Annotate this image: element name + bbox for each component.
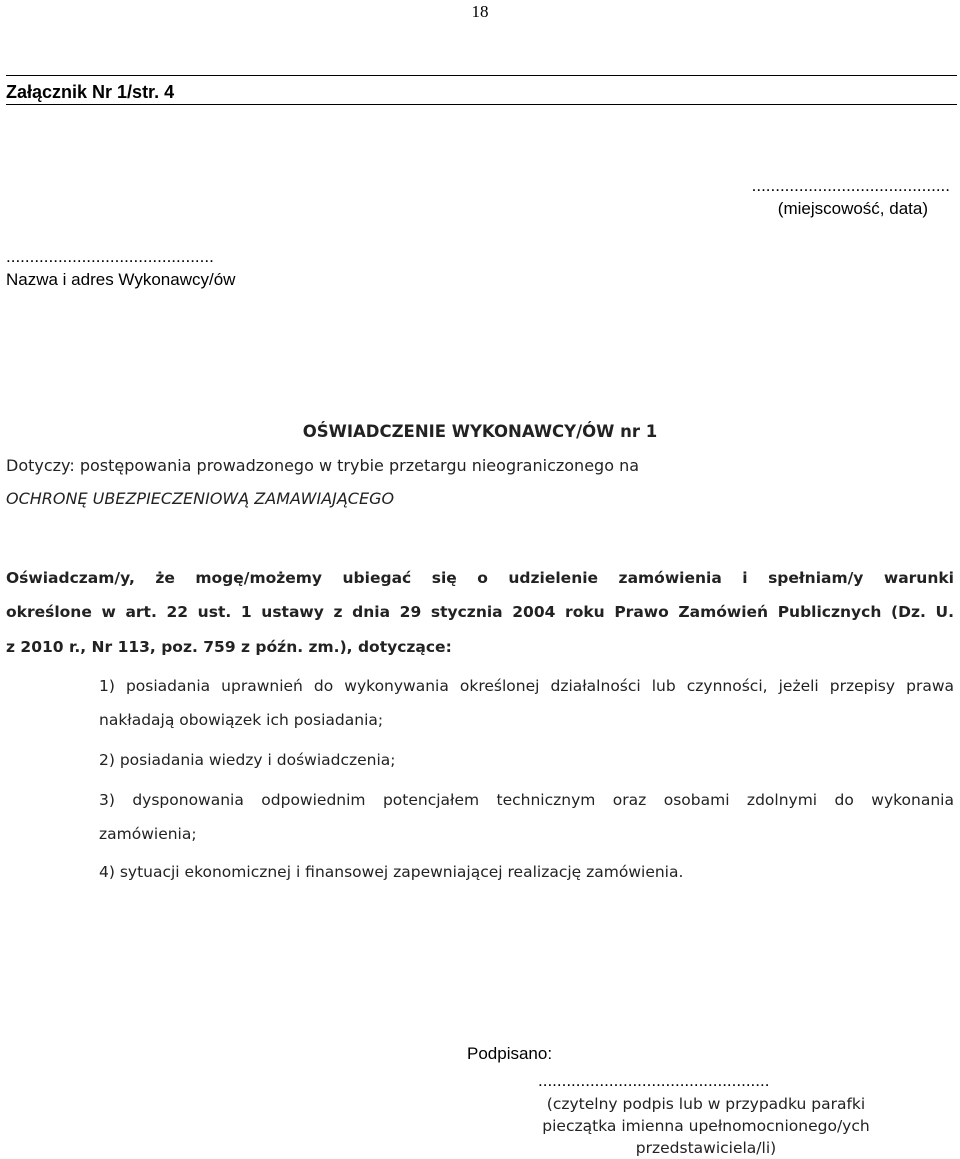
place-date-dots: .......................................... [751,176,950,195]
condition-item-3-line-1: 3) dysponowania odpowiednim potencjałem technicznym oraz osobami zdolnymi do wykonania [99,791,954,809]
declaration-line: określone w art. 22 ust. 1 ustawy z dnia 29 stycznia 2004 roku Prawo Zamówień Publicznych (Dz. U. [6,603,954,621]
subject-name: OCHRONĘ UBEZPIECZENIOWĄ ZAMAWIAJĄCEGO [6,489,395,508]
declaration-line: z 2010 r., Nr 113, poz. 759 z późn. zm.), dotyczące: [6,638,452,656]
condition-item-4: 4) sytuacji ekonomicznej i finansowej zapewniającej realizację zamówienia. [99,863,684,881]
header-bottom-rule [6,104,957,105]
subject-line: Dotyczy: postępowania prowadzonego w trybie przetargu nieograniczonego na [6,456,640,475]
contractor-dots: ............................................ [6,247,214,266]
condition-item-1-line-1: 1) posiadania uprawnień do wykonywania określonej działalności lub czynności, jeżeli przepisy prawa [99,677,954,695]
place-date-label: (miejscowość, data) [777,199,928,218]
attachment-label: Załącznik Nr 1/str. 4 [6,82,175,102]
signature-note-line: pieczątka imienna upełnomocnionego/ych [542,1117,870,1135]
signature-note-line: przedstawiciela/li) [635,1139,777,1157]
signature-dots: ................................................. [538,1071,770,1090]
signature-note [520,1093,892,1159]
page-number: 18 [471,2,489,21]
signature-note-line: (czytelny podpis lub w przypadku parafki [546,1095,866,1113]
declaration-line: Oświadczam/y, że mogę/możemy ubiegać się o udzielenie zamówienia i spełniam/y warunki [6,569,954,587]
contractor-label: Nazwa i adres Wykonawcy/ów [6,270,236,289]
condition-item-1-line-2: nakładają obowiązek ich posiadania; [99,711,384,729]
statement-title: OŚWIADCZENIE WYKONAWCY/ÓW nr 1 [302,422,658,441]
condition-item-3-line-2: zamówienia; [99,825,197,843]
signed-label: Podpisano: [467,1044,553,1063]
header-top-rule [6,75,957,76]
condition-item-2: 2) posiadania wiedzy i doświadczenia; [99,751,396,769]
